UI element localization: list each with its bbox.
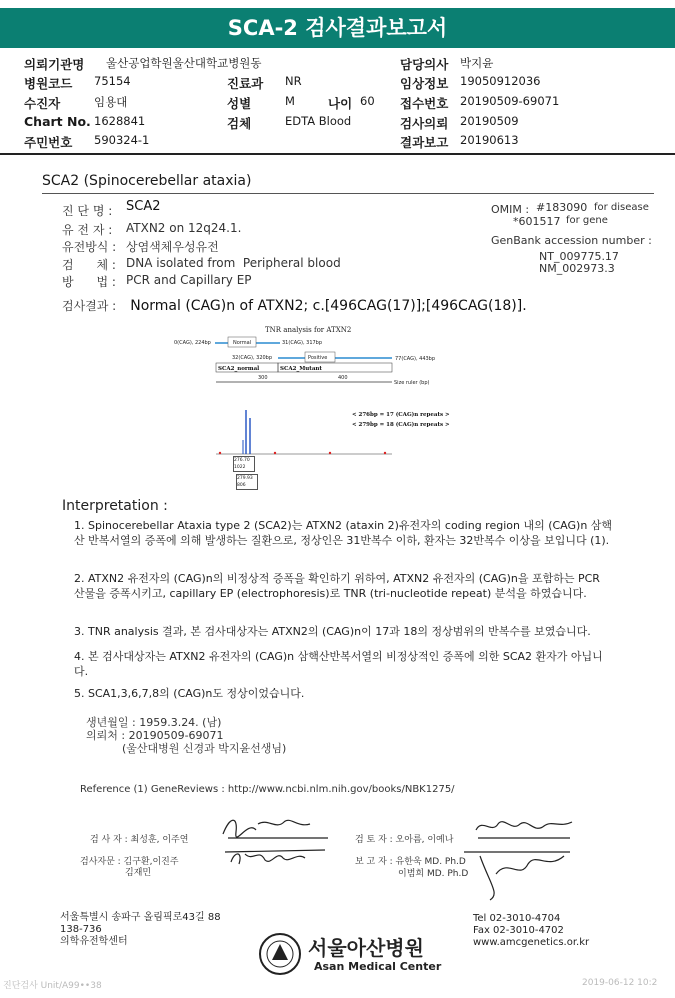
value-specimen: EDTA Blood: [285, 114, 352, 128]
figure-left-top: 0(CAG), 224bp: [174, 340, 211, 346]
field-label-method: 방 법 :: [62, 275, 116, 289]
field-value-gene: ATXN2 on 12q24.1.: [126, 221, 242, 235]
normal-range-label: SCA2_normal: [218, 366, 260, 372]
annotation-279: < 279bp = 18 (CAG)n repeats >: [352, 422, 450, 428]
label-requesting-institution: 의뢰기관명: [24, 57, 85, 72]
referral-doctor: (울산대병원 신경과 박지윤선생님): [122, 742, 287, 755]
label-age: 나이: [328, 96, 353, 111]
label-doctor: 담당의사: [400, 57, 449, 72]
hospital-name-kr: 서울아산병원: [308, 936, 424, 960]
reviewer: 검 토 자 : 오아름, 이예나: [355, 835, 454, 845]
value-patient: 임용대: [94, 95, 128, 109]
genbank-label: GenBank accession number :: [491, 234, 652, 247]
label-clinical-info: 임상정보: [400, 76, 449, 91]
interpretation-title: Interpretation :: [62, 498, 168, 514]
address-line-2: 138-736: [60, 924, 102, 935]
figure-title: TNR analysis for ATXN2: [265, 326, 352, 334]
value-accession: 20190509-69071: [460, 94, 560, 108]
label-department: 진료과: [227, 76, 264, 91]
result-label: 검사결과 :: [62, 299, 117, 313]
field-label-specimen: 검 체 :: [62, 258, 116, 272]
label-request-date: 검사의뢰: [400, 116, 449, 131]
footer-contact: [473, 913, 589, 949]
value-request-date: 20190509: [460, 114, 519, 128]
interpretation-item-3: 3. TNR analysis 결과, 본 검사대상자는 ATXN2의 (CAG)n이 17과 18의 정상범위의 반복수를 보였습니다.: [74, 625, 591, 638]
value-age: 60: [360, 94, 375, 108]
marker-3: [329, 452, 331, 454]
genbank-acc-2: NM_002973.3: [539, 262, 615, 275]
footer-address: [60, 912, 221, 948]
tnr-figure: [170, 322, 470, 462]
figure-mid-top: 31(CAG), 317bp: [282, 340, 323, 346]
figure-right-bot: 77(CAG), 443bp: [395, 356, 436, 362]
normal-box-label: Normal: [233, 340, 252, 346]
omim-gene-id: *601517: [513, 215, 561, 228]
fax: Fax 02-3010-4702: [473, 925, 564, 936]
field-label-gene: 유 전 자 :: [62, 223, 113, 237]
label-specimen: 검체: [227, 116, 252, 131]
value-hospital-code: 75154: [94, 74, 131, 88]
label-report-date: 결과보고: [400, 135, 449, 150]
annotation-276: < 276bp = 17 (CAG)n repeats >: [352, 412, 450, 418]
genbank-acc-1: NT_009775.17: [539, 250, 619, 263]
interpretation-item-1: 1. Spinocerebellar Ataxia type 2 (SCA2)는 ATXN2 (ataxin 2)유전자의 coding region 내의 (CAG)n 삼핵산 반복서열의 증폭에 의해 발생하는 질환으로, 정상인은 31반복수 이하, 환자는 32반복수 이상을 보입니다 (1).: [74, 519, 613, 547]
ruler-tick-400: 400: [338, 375, 348, 381]
result-line: [62, 297, 527, 314]
marker-1: [219, 452, 221, 454]
interpretation-item-5: 5. SCA1,3,6,7,8의 (CAG)n도 정상이었습니다.: [74, 687, 305, 700]
ruler-label: Size ruler (bp): [394, 380, 430, 386]
signature-examiner: [218, 810, 333, 845]
peak-label-2-size: 279.93: [237, 476, 253, 481]
label-sex: 성별: [227, 96, 252, 111]
signature-advisor: [225, 842, 330, 872]
address-line-3: 의학유전학센터: [60, 936, 128, 947]
value-clinical-info: 19050912036: [460, 74, 541, 88]
value-department: NR: [285, 74, 302, 88]
reporter-2: 이범희 MD. Ph.D: [398, 869, 469, 879]
figure-left-bot: 32(CAG), 320bp: [232, 355, 273, 361]
report-title: SCA-2 검사결과보고서: [0, 8, 675, 48]
info-row-3: [24, 94, 664, 111]
value-requesting-institution: 울산공업학원울산대학교병원동: [106, 56, 262, 70]
referral-no: 의뢰처 : 20190509-69071: [86, 729, 224, 742]
field-value-method: PCR and Capillary EP: [126, 273, 252, 287]
omim-label: OMIM :: [491, 203, 530, 216]
footer-unit: 진단검사 Unit/A99••38: [3, 981, 102, 991]
positive-box-label: Positive: [308, 355, 328, 361]
mutant-range-label: SCA2_Mutant: [280, 366, 322, 372]
info-row-4: [24, 114, 664, 131]
result-value: Normal (CAG)n of ATXN2; c.[496CAG(17)];[496CAG(18)].: [130, 298, 527, 314]
address-line-1: 서울특별시 송파구 올림픽로43길 88: [60, 912, 221, 923]
peak-label-2-height: 806: [237, 483, 246, 488]
ruler-tick-300: 300: [258, 375, 268, 381]
field-value-inheritance: 상염색체우성유전: [126, 240, 219, 254]
section-divider: [42, 193, 654, 194]
label-hospital-code: 병원코드: [24, 76, 73, 91]
label-patient: 수진자: [24, 96, 61, 111]
website: www.amcgenetics.or.kr: [473, 937, 590, 948]
interpretation-item-2: 2. ATXN2 유전자의 (CAG)n의 비정상적 증폭을 확인하기 위하여, ATXN2 유전자의 (CAG)n을 포함하는 PCR 산물을 증폭시키고, capillary EP (electrophoresis)로 TNR (tri-nucleotide repeat) 분석을 하였습니다.: [74, 572, 600, 600]
tel: Tel 02-3010-4704: [473, 913, 561, 924]
reference: Reference (1) GeneReviews : http://www.ncbi.nlm.nih.gov/books/NBK1275/: [80, 784, 455, 795]
hospital-name-en: Asan Medical Center: [314, 960, 442, 973]
value-sex: M: [285, 94, 295, 108]
label-resident-no: 주민번호: [24, 135, 73, 150]
info-row-1: [24, 55, 664, 72]
examiner: 검 사 자 : 최성훈, 이주연: [90, 835, 189, 845]
interpretation-item-4: 4. 본 검사대상자는 ATXN2 유전자의 (CAG)n 삼핵산반복서열의 비정상적인 증폭에 의한 SCA2 환자가 아닙니다.: [74, 650, 603, 678]
reporter: 보 고 자 : 유한욱 MD. Ph.D: [355, 857, 466, 867]
birth-date: 생년월일 : 1959.3.24. (남): [86, 716, 222, 729]
section-title: SCA2 (Spinocerebellar ataxia): [42, 173, 252, 189]
value-chart-no: 1628841: [94, 114, 146, 128]
footer-timestamp: 2019-06-12 10:2: [582, 978, 658, 988]
asan-foundation-seal-icon: [258, 932, 302, 976]
advisor-2: 김재민: [125, 868, 152, 878]
omim-disease-id: #183090: [536, 201, 588, 214]
omim-gene-note: for gene: [566, 215, 608, 226]
peak-label-1-size: 276.70: [234, 458, 250, 463]
value-doctor: 박지윤: [460, 56, 494, 70]
marker-2: [274, 452, 276, 454]
peak-label-2: [236, 474, 258, 490]
omim-disease-note: for disease: [594, 202, 649, 213]
label-chart-no: Chart No.: [24, 114, 91, 129]
field-label-inheritance: 유전방식 :: [62, 240, 117, 254]
marker-4: [384, 452, 386, 454]
signature-reporter: [460, 844, 580, 904]
field-label-diagnosis: 진 단 명 :: [62, 204, 113, 218]
info-row-5: [24, 133, 664, 150]
hospital-logo: [258, 930, 442, 980]
header-divider: [0, 153, 675, 155]
peak-label-1-height: 1022: [234, 465, 246, 470]
field-value-diagnosis: SCA2: [126, 199, 161, 214]
value-resident-no: 590324-1: [94, 133, 150, 147]
advisor: 검사자문 : 김구환,이진주: [80, 857, 179, 867]
signature-reviewer: [470, 812, 580, 847]
peak-label-1: [233, 456, 255, 472]
value-report-date: 20190613: [460, 133, 519, 147]
field-value-specimen: DNA isolated from Peripheral blood: [126, 256, 341, 270]
info-row-2: [24, 74, 664, 91]
label-accession: 접수번호: [400, 96, 449, 111]
